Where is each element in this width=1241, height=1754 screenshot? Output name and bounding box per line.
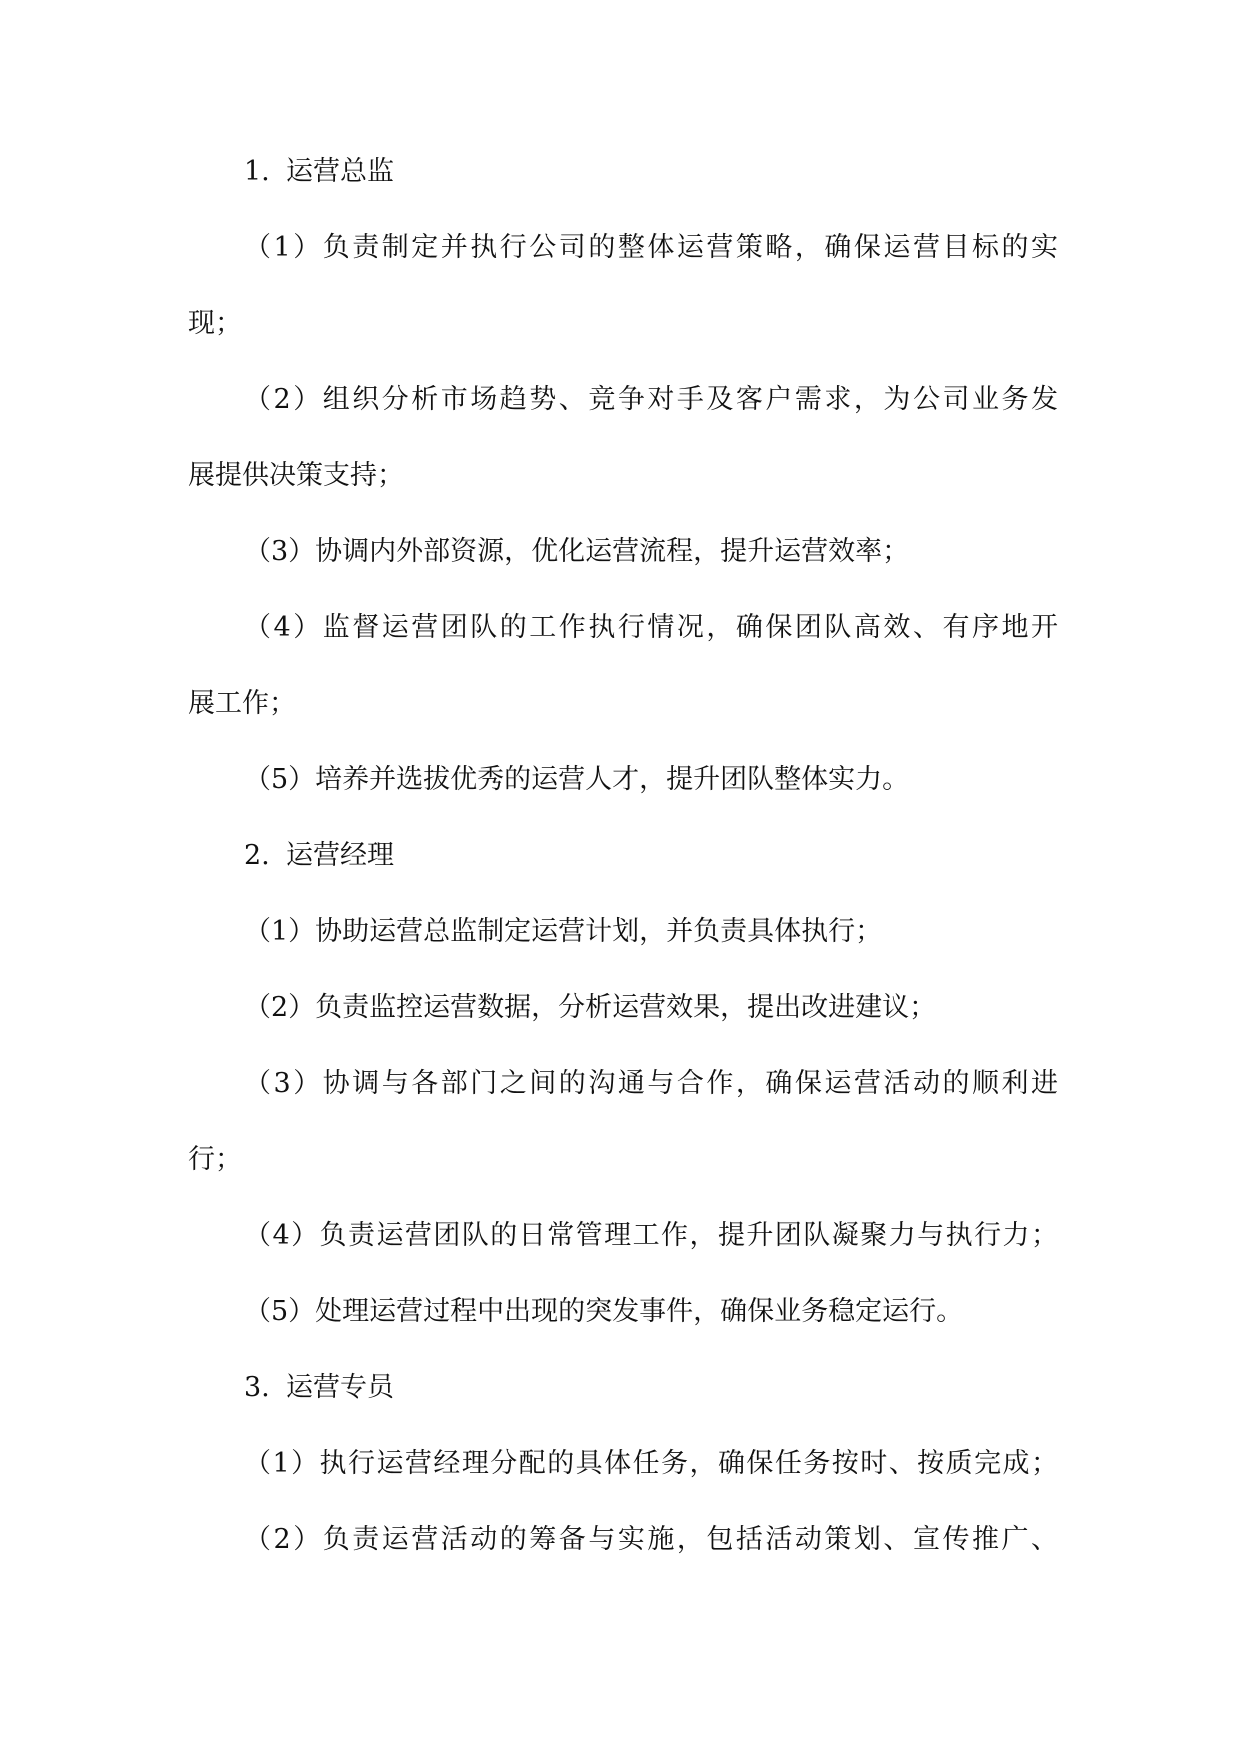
body-text-line: （3）协调与各部门之间的沟通与合作，确保运营活动的顺利进 bbox=[244, 1068, 1058, 1099]
section-heading bbox=[188, 1361, 1058, 1437]
document-body bbox=[188, 145, 1058, 1589]
body-text-line: 展工作； bbox=[188, 688, 296, 719]
body-text-line: 现； bbox=[188, 308, 242, 339]
body-text-line: （2）负责运营活动的筹备与实施，包括活动策划、宣传推广、 bbox=[244, 1524, 1058, 1555]
body-text-line: （4）监督运营团队的工作执行情况，确保团队高效、有序地开 bbox=[244, 612, 1058, 643]
section-number: 1. bbox=[244, 156, 270, 187]
body-text-line: 行； bbox=[188, 1144, 242, 1175]
section-title: 运营经理 bbox=[286, 840, 394, 871]
section-title: 运营专员 bbox=[286, 1372, 394, 1403]
section-heading bbox=[188, 145, 1058, 221]
section-title: 运营总监 bbox=[286, 156, 394, 187]
body-text-line: （2）负责监控运营数据，分析运营效果，提出改进建议； bbox=[244, 992, 937, 1023]
body-text-line: （1）执行运营经理分配的具体任务，确保任务按时、按质完成； bbox=[244, 1448, 1058, 1479]
section-number: 3. bbox=[244, 1372, 270, 1403]
body-text-line: （3）协调内外部资源，优化运营流程，提升运营效率； bbox=[244, 536, 910, 567]
body-text-line: （5）处理运营过程中出现的突发事件，确保业务稳定运行。 bbox=[244, 1296, 964, 1327]
body-text-line: （1）协助运营总监制定运营计划，并负责具体执行； bbox=[244, 916, 883, 947]
body-text-line: 展提供决策支持； bbox=[188, 460, 404, 491]
body-text-line: （1）负责制定并执行公司的整体运营策略，确保运营目标的实 bbox=[244, 232, 1058, 263]
section-number: 2. bbox=[244, 840, 270, 871]
body-text-line: （4）负责运营团队的日常管理工作，提升团队凝聚力与执行力； bbox=[244, 1220, 1058, 1251]
section-heading bbox=[188, 829, 1058, 905]
body-text-line: （5）培养并选拔优秀的运营人才，提升团队整体实力。 bbox=[244, 764, 910, 795]
body-text-line: （2）组织分析市场趋势、竞争对手及客户需求，为公司业务发 bbox=[244, 384, 1058, 415]
